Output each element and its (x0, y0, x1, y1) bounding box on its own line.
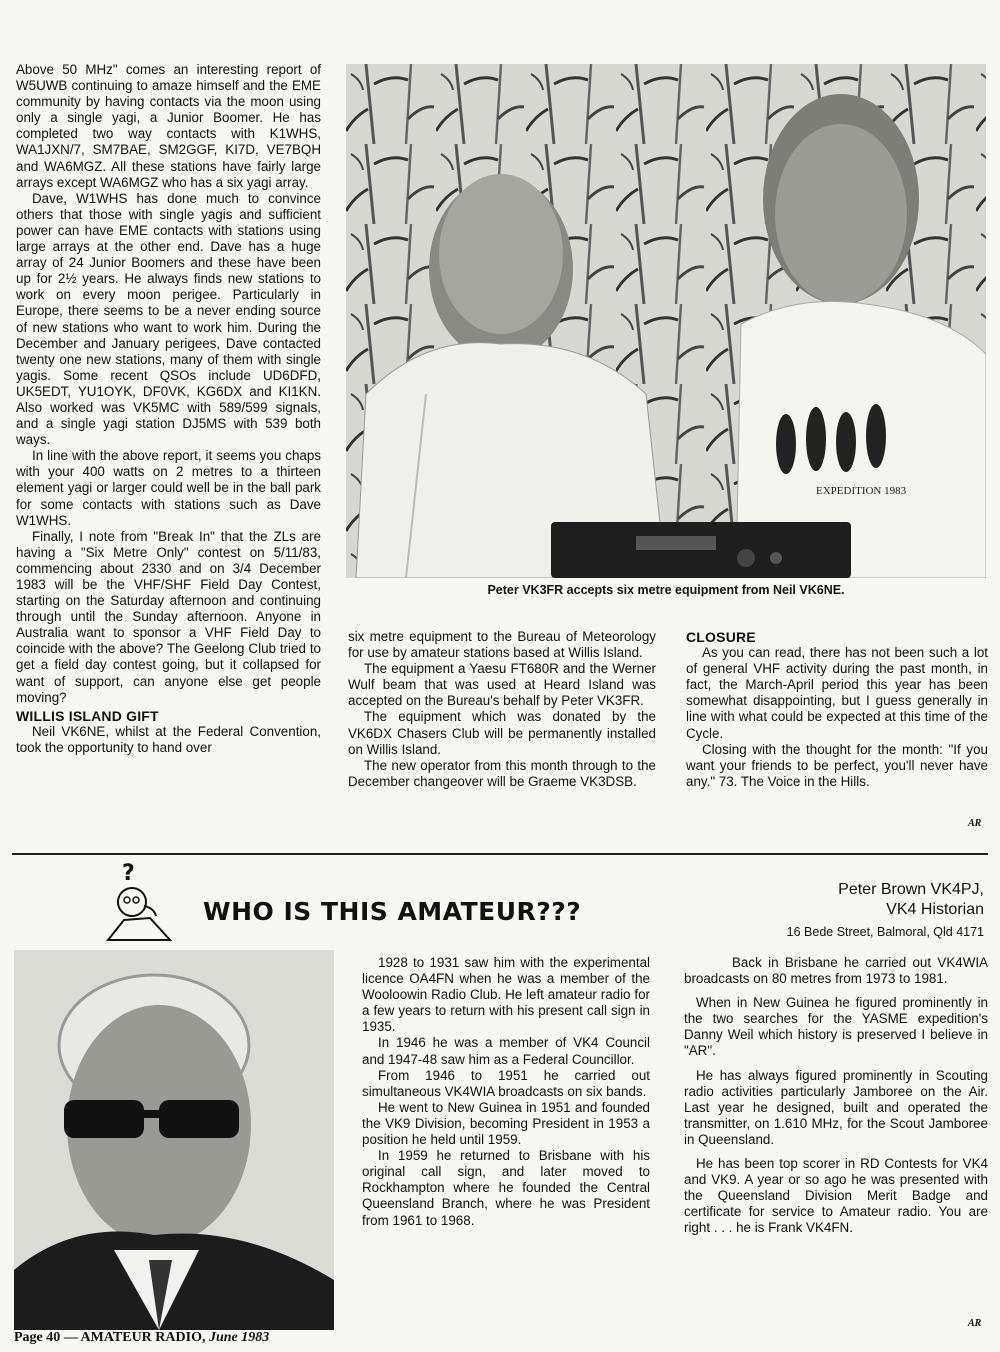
paragraph-1946: In 1946 he was a member of VK4 Council and 1947-48 saw him as a Federal Councillor. (362, 1035, 650, 1067)
author-name: Peter Brown VK4PJ, (838, 881, 984, 898)
page-footer (14, 1330, 269, 1346)
paragraph-1959: In 1959 he returned to Brisbane with his original call sign, and later moved to Rockhampton where he founded the Central Queensland Branch, where he was President from 1961 to 1968. (362, 1148, 650, 1228)
column-right (686, 629, 988, 790)
footer-page: Page 40 — (14, 1330, 78, 1345)
paragraph-rd-contests: He has been top scorer in RD Contests for VK4 and VK9. A year or so ago he was presented with the Queensland Division Merit Badge and certificate for service to Amateur radio. You are right . . . he is Frank VK4FN. (684, 1156, 988, 1236)
shirt-text: EXPEDITION 1983 (816, 485, 907, 497)
author-address: 16 Bede Street, Balmoral, Qld 4171 (786, 925, 984, 939)
column-middle (348, 629, 656, 790)
paragraph-400-watts: In line with the above report, it seems you chaps with your 400 watts on 2 metres to a thirteen element yagi or larger could well be in the ball park for some contacts with stations such as Dave W1WHS. (16, 448, 321, 528)
portrait-image (14, 950, 334, 1330)
column-left (16, 62, 321, 756)
paragraph-new-operator: The new operator from this month through to the December changeover will be Graeme VK3DSB. (348, 757, 656, 789)
heading-closure: CLOSURE (686, 629, 756, 645)
cartoon-head-icon (100, 858, 182, 942)
paragraph-closure: As you can read, there has not been such a lot of general VHF activity during the past month, in fact, the March-April period this year has been somewhat disappointing, but I guess generally in line with what could be expected at this time of the Cycle. (686, 645, 988, 741)
column-history-right (684, 955, 988, 1237)
section-title: WHO IS THIS AMATEUR??? (203, 897, 582, 926)
paragraph-donated: The equipment which was donated by the VK6DX Chasers Club will be permanently installed on Willis Island. (348, 709, 656, 757)
photo-handover-image (346, 64, 986, 578)
ar-end-mark-top: AR (968, 818, 982, 829)
footer-magazine: AMATEUR RADIO, (80, 1330, 206, 1345)
paragraph-eme-report: Above 50 MHz" comes an interesting report of W5UWB continuing to amaze himself and the EME community by having contacts via the moon using only a single yagi, a Junior Boomer. He has completed two way contacts with K1WHS, WA1JXN/7, SM7BAE, SM2GGF, KI7D, VE7BQH and WA6MGZ. All these stations have fairly large arrays except WA6MGZ who has a six yagi array. (16, 62, 321, 190)
svg-text:?: ? (122, 861, 135, 886)
photo-caption: Peter VK3FR accepts six metre equipment from Neil VK6NE. (487, 583, 845, 597)
paragraph-back-in-brisbane: Back in Brisbane he carried out VK4WIA broadcasts on 80 metres from 1973 to 1981. (684, 955, 988, 987)
section-divider (12, 853, 988, 855)
paragraph-broadcasts: From 1946 to 1951 he carried out simultaneous VK4WIA broadcasts on six bands. (362, 1067, 650, 1099)
paragraph-yaesu: The equipment a Yaesu FT680R and the Werner Wulf beam that was used at Heard Island was accepted on the Bureau's behalf by Peter VK3FR. (348, 661, 656, 709)
footer-date: June 1983 (208, 1330, 270, 1345)
author-role: VK4 Historian (886, 901, 984, 918)
cartoon-logo (100, 858, 182, 942)
paragraph-thought: Closing with the thought for the month: "If you want your friends to be perfect, you'll never have any." 73. The Voice in the Hills. (686, 741, 988, 789)
author-block (838, 880, 984, 920)
paragraph-bureau: six metre equipment to the Bureau of Meteorology for use by amateur stations based at Willis Island. (348, 629, 656, 661)
paragraph-neil-vk6ne: Neil VK6NE, whilst at the Federal Convention, took the opportunity to hand over (16, 723, 321, 755)
photo-handover (346, 64, 986, 578)
paragraph-new-guinea: He went to New Guinea in 1951 and founded the VK9 Division, becoming President in 1953 a position he held until 1959. (362, 1099, 650, 1148)
paragraph-break-in: Finally, I note from "Break In" that the ZLs are having a "Six Metre Only" contest on 5/11/83, commencing about 2330 and on 3/4 December 1983 will be the VHF/SHF Field Day Contest, starting on the Saturday afternoon and continuing through until the Sunday afternoon. Anyone in Australia want to sponsor a VHF Field Day to coincide with the above? The Geelong Club tried to get a field day contest going, but it collapsed for want of support, can anyone else get people moving? (16, 528, 321, 705)
heading-willis-island-gift: WILLIS ISLAND GIFT (16, 707, 159, 724)
ar-end-mark-bottom: AR (968, 1318, 982, 1329)
paragraph-w1whs: Dave, W1WHS has done much to convince others that those with single yagis and sufficient power can have EME contacts with stations using large arrays at the other end. Dave has a huge array of 24 Junior Boomers and these have been up for 2½ years. He always finds new stations to work on every moon perigee. Particularly in Europe, there seems to be a never ending source of new stations who want to work him. During the December and January perigees, Dave contacted twenty one new stations, many of them with single yagis. Some recent QSOs include UD6DFD, UK5EDT, YU1OYK, DF0VK, KG6DX and KI1KN. Also worked was VK5MC with 589/599 signals, and a single yagi station DJ5MS with 539 both ways. (16, 190, 321, 448)
column-history-left (362, 955, 650, 1229)
paragraph-1928: 1928 to 1931 saw him with the experimental licence OA4FN when he was a member of the Wooloowin Radio Club. He left amateur radio for a few years to return with his present call sign in 1935. (362, 955, 650, 1035)
paragraph-yasme: When in New Guinea he figured prominently in the two searches for the YASME expedition's Danny Weil which history is preserved I believe in "AR". (684, 995, 988, 1059)
paragraph-scouting: He has always figured prominently in Scouting radio activities particularly Jamboree on the Air. Last year he designed, built and operated the transmitter, on 1.610 MHz, for the Scout Jamboree in Queensland. (684, 1067, 988, 1147)
photo-portrait (14, 950, 334, 1330)
